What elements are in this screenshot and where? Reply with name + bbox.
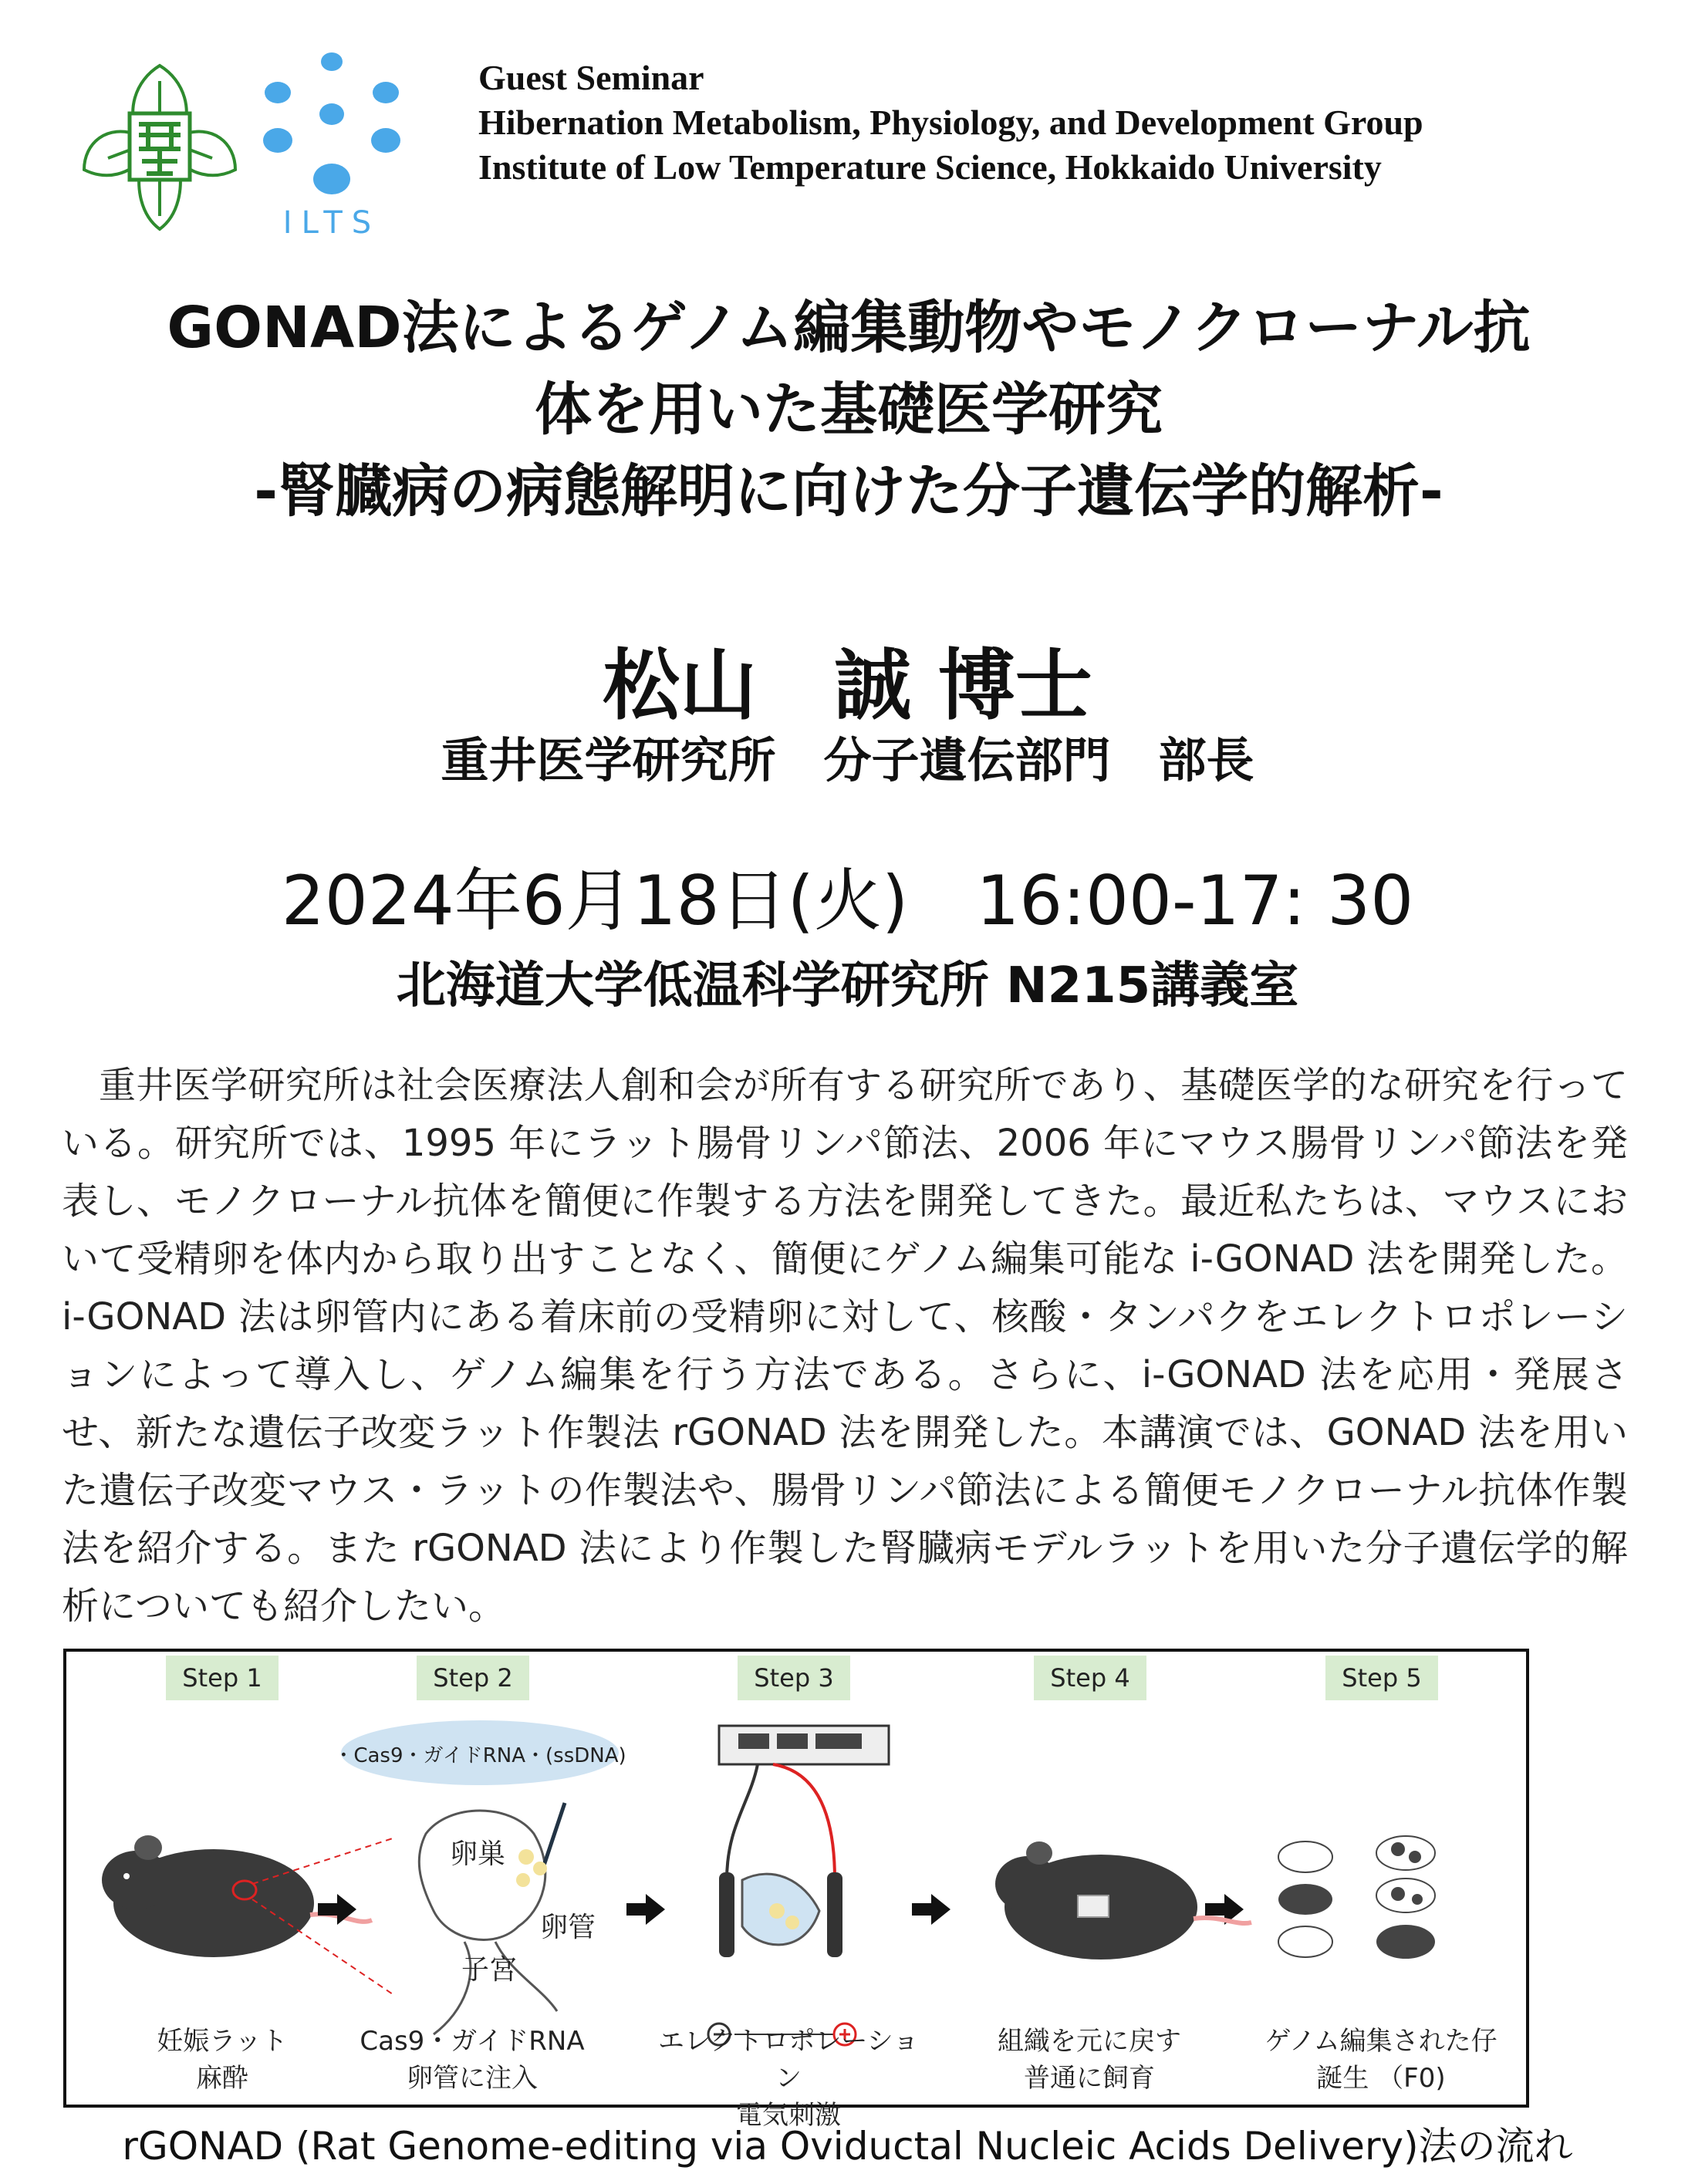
step-2-caption-line-1: Cas9・ガイドRNA	[360, 2026, 585, 2057]
title-line-3: -腎臓病の病態解明に向けた分子遺伝学的解析-	[254, 458, 1443, 525]
seminar-title	[77, 287, 1620, 532]
recovering-rat-illustration	[995, 1841, 1251, 1960]
figure-caption: rGONAD (Rat Genome-editing via Oviductal Nucleic Acids Delivery)法の流れ	[122, 2124, 1573, 2169]
header-line-institute: Institute of Low Temperature Science, Hokkaido University	[478, 147, 1382, 187]
event-venue: 北海道大学低温科学研究所 N215講義室	[396, 957, 1299, 1014]
speaker-name: 松山 誠 博士	[603, 640, 1092, 731]
step-4-caption-line-1: 組織を元に戻す	[998, 2026, 1181, 2057]
label-uterus: 子宮	[461, 1954, 518, 1986]
step-5-badge: Step 5	[1325, 1656, 1438, 1700]
label-oviduct: 卵管	[540, 1912, 596, 1943]
pregnant-rat-illustration	[102, 1835, 395, 1996]
reagent-bubble-text: ・Cas9・ガイドRNA・(ssDNA)	[333, 1744, 626, 1767]
title-line-1: GONAD法によるゲノム編集動物やモノクローナル抗	[167, 295, 1531, 361]
step-3-badge: Step 3	[738, 1656, 850, 1700]
step-2-badge: Step 2	[417, 1656, 529, 1700]
step-5-caption	[1242, 2023, 1520, 2097]
ilts-logo-text: ILTS	[282, 205, 381, 239]
title-line-2: 体を用いた基礎医学研究	[535, 376, 1163, 443]
label-ovary: 卵巣	[450, 1838, 506, 1870]
electroporator-illustration	[708, 1726, 889, 2045]
abstract-text: 重井医学研究所は社会医療法人創和会が所有する研究所であり、基礎医学的な研究を行っている。研究所では、1995 年にラット腸骨リンパ節法、2006 年にマウス腸骨リンパ節法を発表し、モノクローナル抗体を簡便に作製する方法を開発してきた。最近私たちは、マウスにおいて受精卵を体内から取り出すことなく、簡便にゲノム編集可能な i-GONAD 法を開発した。i-GONAD 法は卵管内にある着床前の受精卵に対して、核酸・タンパクをエレクトロポレーションによって導入し、ゲノム編集を行う方法である。さらに、i-GONAD 法を応用・発展させ、新たな遺伝子改変ラット作製法 rGONAD 法を開発した。本講演では、GONAD 法を用いた遺伝子改変マウス・ラットの作製法や、腸骨リンパ節法による簡便モノクローナル抗体作製法を紹介する。また rGONAD 法により作製した腎臓病モデルラットを用いた分子遺伝学的解析についても紹介したい。	[62, 1064, 1628, 1628]
speaker-affiliation: 重井医学研究所 分子遺伝部門 部長	[441, 732, 1254, 788]
step-1-caption-line-1: 妊娠ラット	[157, 2026, 288, 2057]
header-text	[478, 56, 1674, 190]
event-datetime: 2024年6月18日(火) 16:00-17: 30	[281, 861, 1414, 940]
edited-pups-illustration	[1278, 1836, 1435, 1959]
ilts-logo	[255, 46, 409, 239]
header-line-group: Hibernation Metabolism, Physiology, and Development Group	[478, 103, 1423, 142]
step-3-caption-line-2: 電気刺激	[736, 2100, 841, 2131]
step-2-caption-line-2: 卵管に注入	[407, 2063, 538, 2094]
step-4-caption-line-2: 普通に飼育	[1024, 2063, 1155, 2094]
step-3-caption-line-1: エレクトロポレーション	[658, 2026, 919, 2094]
step-4-badge: Step 4	[1034, 1656, 1146, 1700]
step-2-caption	[333, 2023, 611, 2097]
step-4-caption	[950, 2023, 1228, 2097]
step-5-caption-line-2: 誕生 （F0)	[1316, 2063, 1446, 2094]
header-line-seminar: Guest Seminar	[478, 58, 704, 97]
step-1-badge: Step 1	[166, 1656, 279, 1700]
step-1-caption	[83, 2023, 361, 2097]
step-1-caption-line-2: 麻酔	[196, 2063, 248, 2094]
hokkaido-university-emblem	[77, 58, 243, 235]
step-5-caption-line-1: ゲノム編集された仔	[1264, 2026, 1497, 2057]
